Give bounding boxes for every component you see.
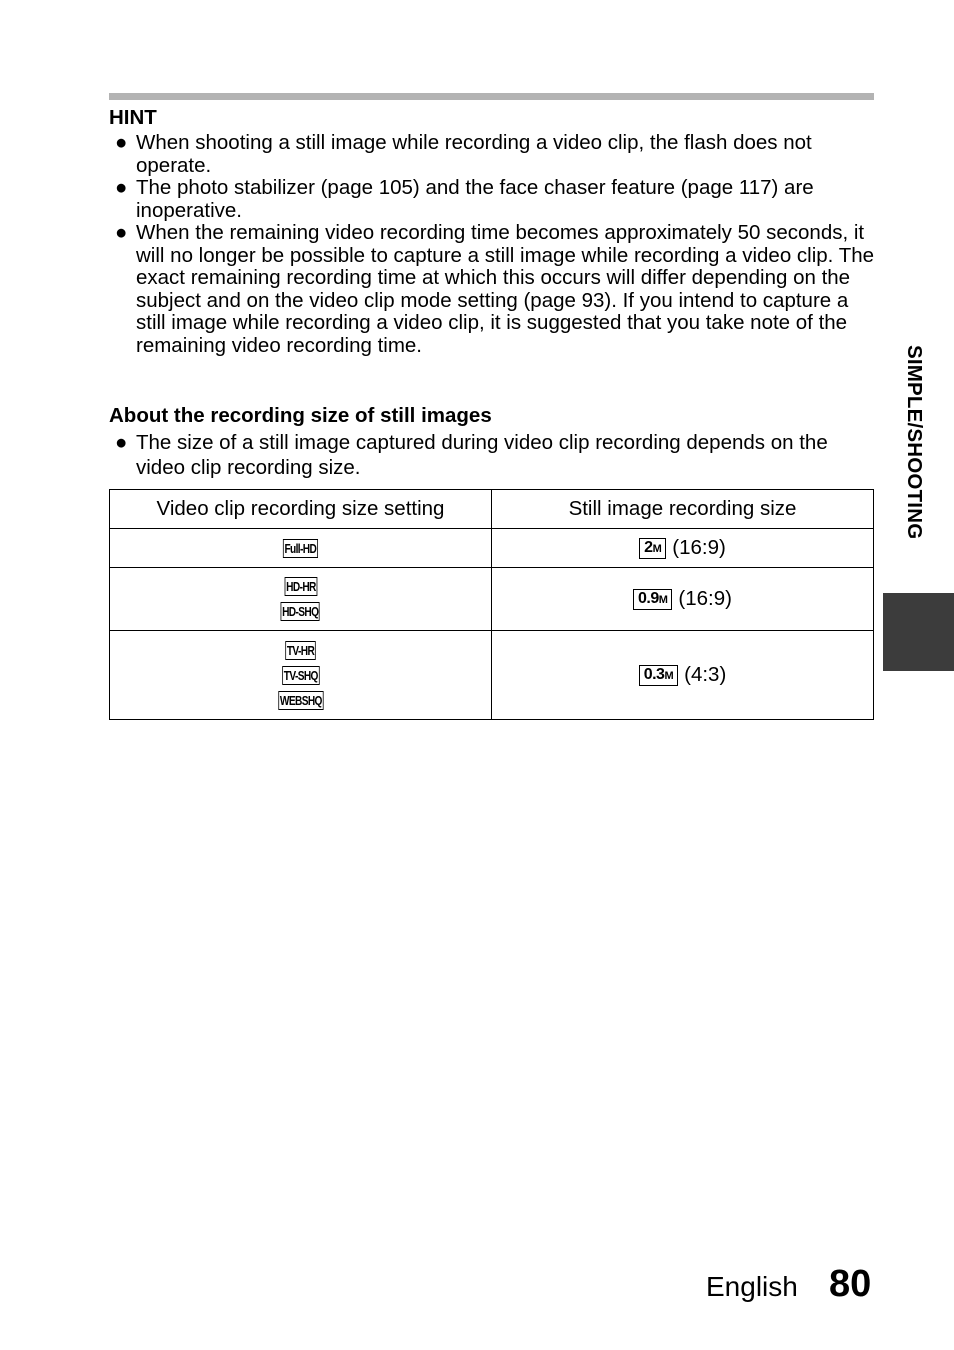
bullet-icon: ●	[115, 221, 128, 244]
table-header: Video clip recording size setting	[110, 490, 492, 529]
aspect-ratio: (16:9)	[678, 587, 732, 611]
image-size-icon: 0.3M	[639, 665, 678, 686]
hint-list	[109, 132, 879, 357]
video-mode-cell	[110, 529, 492, 568]
section-side-label: SIMPLE/SHOOTING	[903, 345, 926, 540]
table-header: Still image recording size	[492, 490, 874, 529]
still-size-cell	[492, 631, 874, 720]
image-size-icon: 2M	[639, 538, 666, 559]
video-mode-icon: TV-SHQ	[283, 667, 318, 683]
still-size-cell	[492, 529, 874, 568]
section-title: About the recording size of still images	[109, 404, 492, 427]
video-mode-icon: HD-SHQ	[282, 604, 319, 619]
size-note: ● The size of a still image captured during video clip recording depends on the video clip recording size.	[115, 431, 828, 479]
hint-item: ● The photo stabilizer (page 105) and the face chaser feature (page 117) are inoperative.	[115, 176, 814, 222]
section-tab	[883, 593, 954, 671]
video-mode-icon: Full-HD	[284, 540, 317, 556]
video-mode-icon: TV-HR	[286, 642, 315, 658]
image-size-icon: 0.9M	[633, 589, 672, 610]
table-row	[110, 631, 874, 720]
video-mode-icon: HD-HR	[285, 579, 316, 594]
aspect-ratio: (16:9)	[672, 536, 726, 560]
still-size-cell	[492, 568, 874, 631]
hint-item: ● When shooting a still image while recording a video clip, the flash does not operate.	[115, 131, 812, 177]
video-mode-icon: WEBSHQ	[279, 692, 322, 708]
aspect-ratio: (4:3)	[684, 663, 727, 687]
page-number: 80	[829, 1263, 872, 1305]
video-mode-cell	[110, 568, 492, 631]
table-header-row	[110, 490, 874, 529]
hint-title: HINT	[109, 106, 157, 129]
footer-language: English	[706, 1271, 798, 1302]
table-row	[110, 529, 874, 568]
table-row	[110, 568, 874, 631]
bullet-icon: ●	[115, 176, 128, 199]
bullet-icon: ●	[115, 131, 128, 154]
hint-item: ● When the remaining video recording time becomes approximately 50 seconds, it will no longer be possible to capture a still image while recording a video clip. The exact remaining recording time at which this occurs will differ depending on the subject and on the video clip mode setting (page 93). If you intend to capture a still image while recording a video clip, it is suggested that you take note of the remaining video recording time.	[115, 221, 875, 357]
video-mode-cell	[110, 631, 492, 720]
top-rule	[109, 93, 874, 100]
recording-size-table	[109, 489, 874, 720]
bullet-icon: ●	[115, 431, 128, 454]
